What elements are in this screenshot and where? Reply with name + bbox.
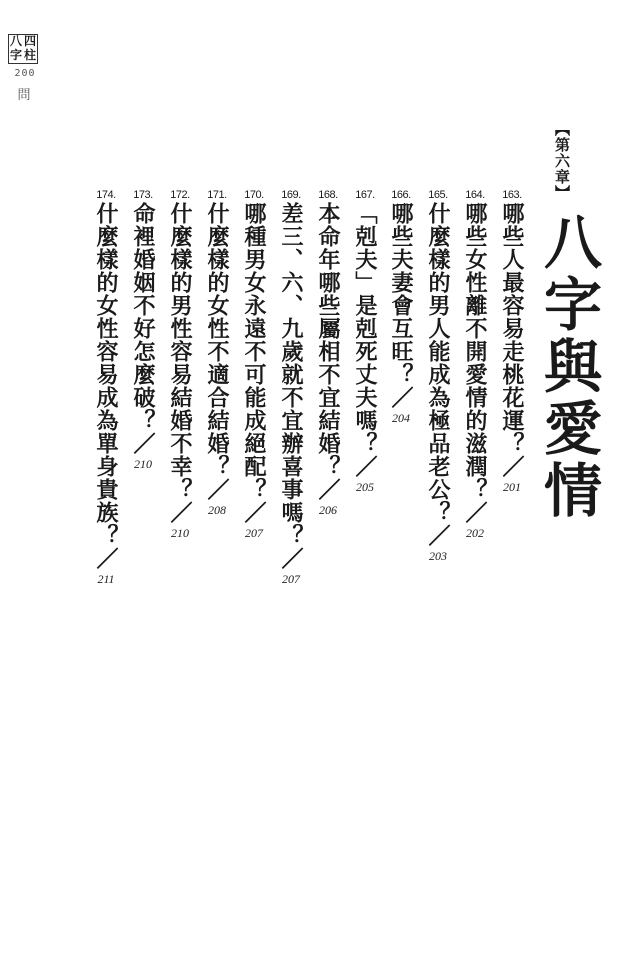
toc-entry <box>313 188 343 518</box>
entry-number: 170. <box>244 189 264 201</box>
entry-number: 165. <box>428 189 448 201</box>
entry-page: 206 <box>319 503 337 517</box>
entry-question: 差三、六、九歲就不宜辦喜事嗎？／ <box>278 202 304 570</box>
entry-question: 哪些夫妻會互旺？／ <box>388 202 414 409</box>
entry-question: 哪些人最容易走桃花運？／ <box>499 202 525 478</box>
logo-char: 柱 <box>23 48 36 62</box>
logo-char: 字 <box>9 48 22 62</box>
logo-char: 八 <box>9 34 22 48</box>
chapter-tag: 【第六章】 <box>553 121 571 201</box>
logo-last-char: 問 <box>17 88 31 103</box>
book-logo <box>8 34 44 114</box>
toc-entry <box>91 188 121 587</box>
entry-number: 168. <box>318 189 338 201</box>
entry-page: 208 <box>208 503 226 517</box>
entry-number: 169. <box>281 189 301 201</box>
toc-entry <box>350 188 380 495</box>
toc-entry <box>165 188 195 541</box>
entry-page: 204 <box>392 411 410 425</box>
entry-number: 171. <box>207 189 227 201</box>
entry-page: 205 <box>356 480 374 494</box>
entry-question: 「剋夫」是剋死丈夫嗎？／ <box>352 202 378 478</box>
toc-entry <box>239 188 269 541</box>
logo-number: 200 <box>14 68 36 79</box>
entry-question: 什麼樣的男人能成為極品老公？／ <box>425 202 451 547</box>
entry-number: 167. <box>355 189 375 201</box>
entry-question: 什麼樣的女性不適合結婚？／ <box>204 202 230 501</box>
entry-question: 什麼樣的男性容易結婚不幸？／ <box>167 202 193 524</box>
entry-question: 本命年哪些屬相不宜結婚？／ <box>315 202 341 501</box>
toc-entry <box>460 188 490 541</box>
entry-page: 201 <box>503 480 521 494</box>
toc-entry <box>423 188 453 564</box>
logo-char: 四 <box>23 34 36 48</box>
entry-number: 164. <box>465 189 485 201</box>
chapter-title: 八字與愛情 <box>534 212 602 522</box>
entry-number: 173. <box>133 189 153 201</box>
logo-box <box>8 34 38 64</box>
entry-page: 210 <box>171 526 189 540</box>
toc-entry <box>276 188 306 587</box>
entry-page: 210 <box>134 457 152 471</box>
toc-entry <box>202 188 232 518</box>
toc-entry <box>128 188 158 472</box>
entry-number: 166. <box>391 189 411 201</box>
entry-question: 什麼樣的女性容易成為單身貴族？／ <box>93 202 119 570</box>
entry-number: 174. <box>96 189 116 201</box>
entry-page: 202 <box>466 526 484 540</box>
entry-number: 172. <box>170 189 190 201</box>
entry-page: 207 <box>282 572 300 586</box>
toc-entry <box>386 188 416 426</box>
entry-question: 哪些女性離不開愛情的滋潤？／ <box>462 202 488 524</box>
toc-entry <box>497 188 527 495</box>
entry-question: 哪種男女永遠不可能成絕配？／ <box>241 202 267 524</box>
entry-page: 211 <box>97 572 115 586</box>
entry-number: 163. <box>502 189 522 201</box>
entry-page: 207 <box>245 526 263 540</box>
entry-page: 203 <box>429 549 447 563</box>
entry-question: 命裡婚姻不好怎麼破？／ <box>130 202 156 455</box>
